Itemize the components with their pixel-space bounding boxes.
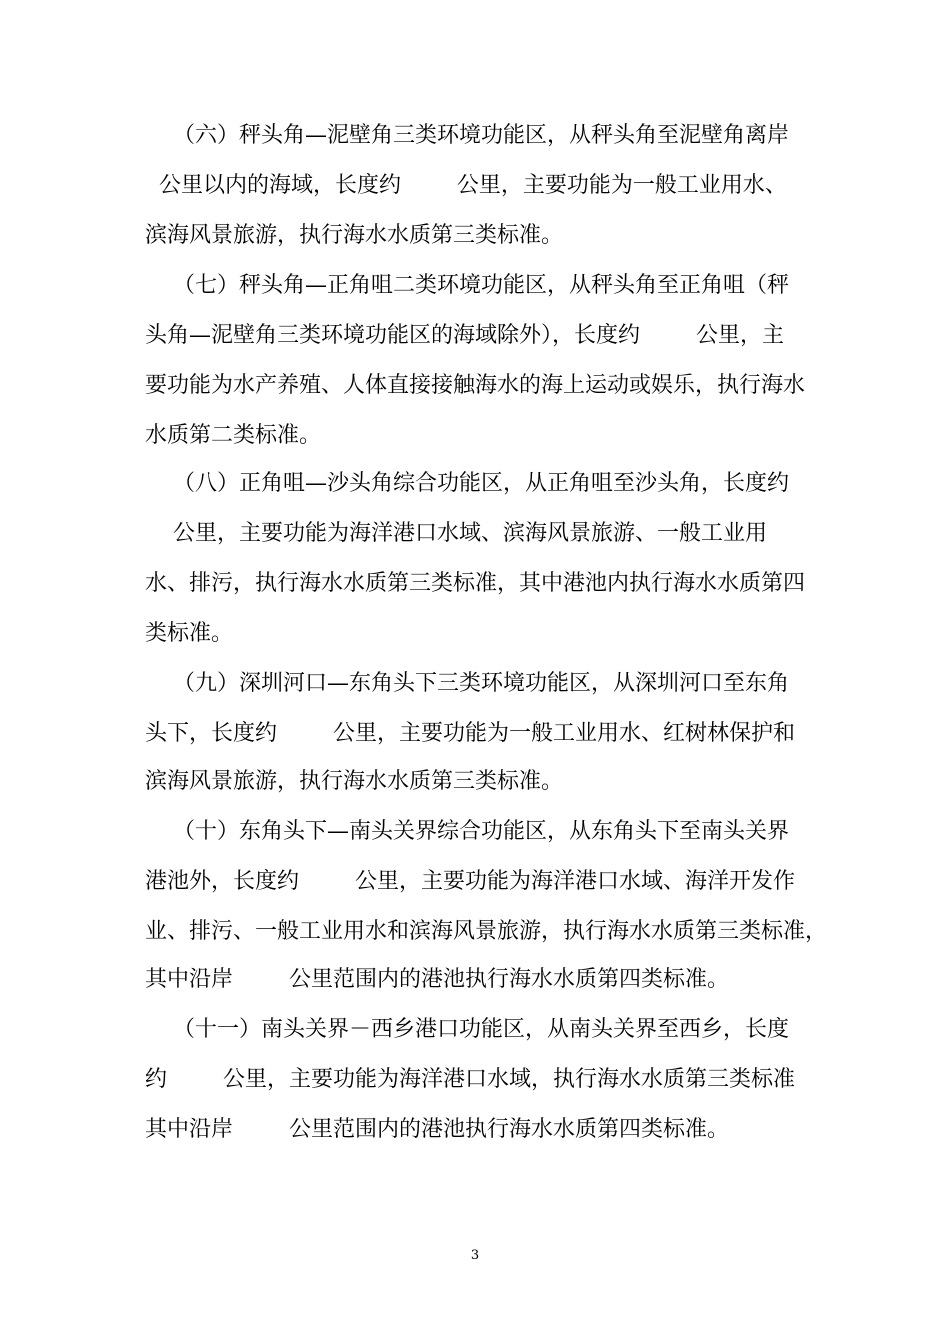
paragraph-10-line-4: 其中沿岸 公里范围内的港池执行海水水质第四类标准。 <box>145 967 729 992</box>
paragraph-7-line-3: 要功能为水产养殖、人体直接接触海水的海上运动或娱乐，执行海水 <box>145 373 806 398</box>
paragraph-8-line-2: 公里，主要功能为海洋港口水域、滨海风景旅游、一般工业用 <box>145 521 767 546</box>
paragraph-6-line-2: 公里以内的海域，长度约 公里，主要功能为一般工业用水、 <box>145 173 787 198</box>
paragraph-7-line-4: 水质第二类标准。 <box>145 423 322 448</box>
paragraph-7-line-2: 头角—泥壁角三类环境功能区的海域除外），长度约 公里，主 <box>145 323 784 348</box>
paragraph-8-line-1: （八）正角咀—沙头角综合功能区，从正角咀至沙头角，长度约 <box>145 471 789 496</box>
paragraph-11-line-1: （十一）南头关界－西乡港口功能区，从南头关界至西乡，长度 <box>145 1017 789 1042</box>
paragraph-10-line-1: （十）东角头下—南头关界综合功能区，从东角头下至南头关界 <box>145 819 789 844</box>
paragraph-8-line-3: 水、排污，执行海水水质第三类标准，其中港池内执行海水水质第四 <box>145 571 806 596</box>
paragraph-6-line-3: 滨海风景旅游，执行海水水质第三类标准。 <box>145 223 564 248</box>
paragraph-6-line-1: （六）秤头角—泥壁角三类环境功能区，从秤头角至泥壁角离岸 <box>145 123 789 148</box>
paragraph-8-line-4: 类标准。 <box>145 621 234 646</box>
paragraph-11-line-3: 其中沿岸 公里范围内的港池执行海水水质第四类标准。 <box>145 1117 729 1142</box>
page-number: 3 <box>470 1248 480 1263</box>
paragraph-10-line-3: 业、排污、一般工业用水和滨海风景旅游，执行海水水质第三类标准， <box>145 919 828 944</box>
paragraph-11-line-2: 约 公里，主要功能为海洋港口水域，执行海水水质第三类标准 <box>145 1067 795 1092</box>
paragraph-9-line-3: 滨海风景旅游，执行海水水质第三类标准。 <box>145 769 564 794</box>
paragraph-9-line-1: （九）深圳河口—东角头下三类环境功能区，从深圳河口至东角 <box>145 671 789 696</box>
paragraph-10-line-2: 港池外，长度约 公里，主要功能为海洋港口水域、海洋开发作 <box>145 869 795 894</box>
paragraph-9-line-2: 头下，长度约 公里，主要功能为一般工业用水、红树林保护和 <box>145 721 795 746</box>
paragraph-7-line-1: （七）秤头角—正角咀二类环境功能区，从秤头角至正角咀（秤 <box>145 273 789 298</box>
